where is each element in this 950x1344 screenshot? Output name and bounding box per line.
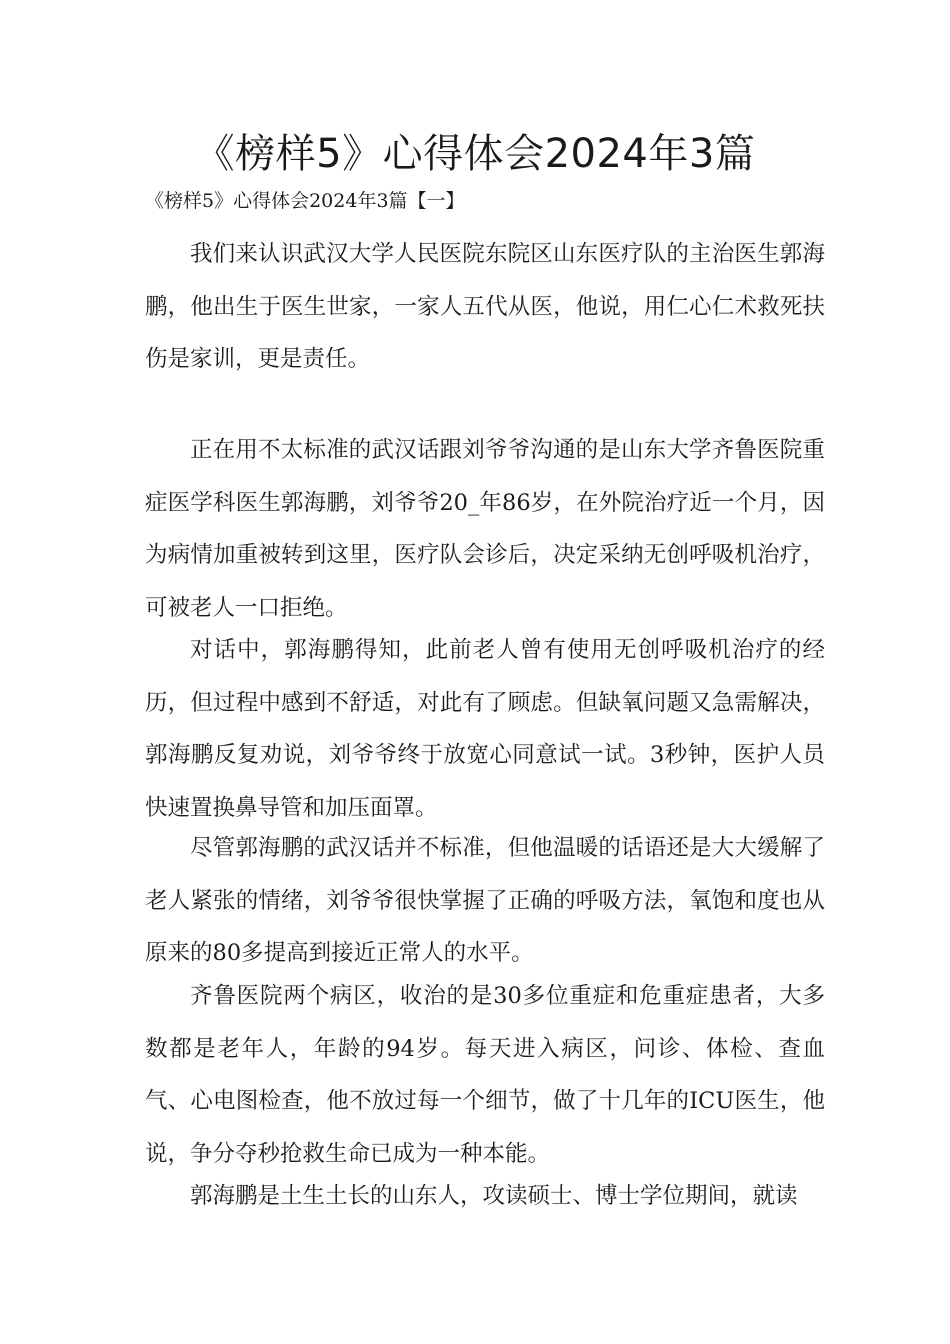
body-paragraph: 尽管郭海鹏的武汉话并不标准，但他温暖的话语还是大大缓解了老人紧张的情绪，刘爷爷很快掌握了正确的呼吸方法，氧饱和度也从原来的80多提高到接近正常人的水平。 bbox=[145, 835, 825, 966]
body-paragraph: 郭海鹏是土生土长的山东人，攻读硕士、博士学位期间，就读 bbox=[190, 1183, 798, 1209]
body-paragraph: 齐鲁医院两个病区，收治的是30多位重症和危重症患者，大多数都是老年人，年龄的94岁。每天进入病区，问诊、体检、查血气、心电图检查，他不放过每一个细节，做了十几年的ICU医生，他说，争分夺秒抢救生命已成为一种本能。 bbox=[145, 983, 825, 1167]
section-heading: 《榜样5》心得体会2024年3篇【一】 bbox=[145, 190, 465, 212]
body-paragraph: 对话中，郭海鹏得知，此前老人曾有使用无创呼吸机治疗的经历，但过程中感到不舒适，对此有了顾虑。但缺氧问题又急需解决，郭海鹏反复劝说，刘爷爷终于放宽心同意试一试。3秒钟，医护人员快速置换鼻导管和加压面罩。 bbox=[145, 637, 825, 821]
body-paragraph: 我们来认识武汉大学人民医院东院区山东医疗队的主治医生郭海鹏，他出生于医生世家，一家人五代从医，他说，用仁心仁术救死扶伤是家训，更是责任。 bbox=[145, 241, 825, 372]
body-paragraph: 正在用不太标准的武汉话跟刘爷爷沟通的是山东大学齐鲁医院重症医学科医生郭海鹏，刘爷爷20_年86岁，在外院治疗近一个月，因为病情加重被转到这里，医疗队会诊后，决定采纳无创呼吸机治疗，可被老人一口拒绝。 bbox=[145, 437, 825, 621]
document-title: 《榜样5》心得体会2024年3篇 bbox=[194, 131, 756, 177]
